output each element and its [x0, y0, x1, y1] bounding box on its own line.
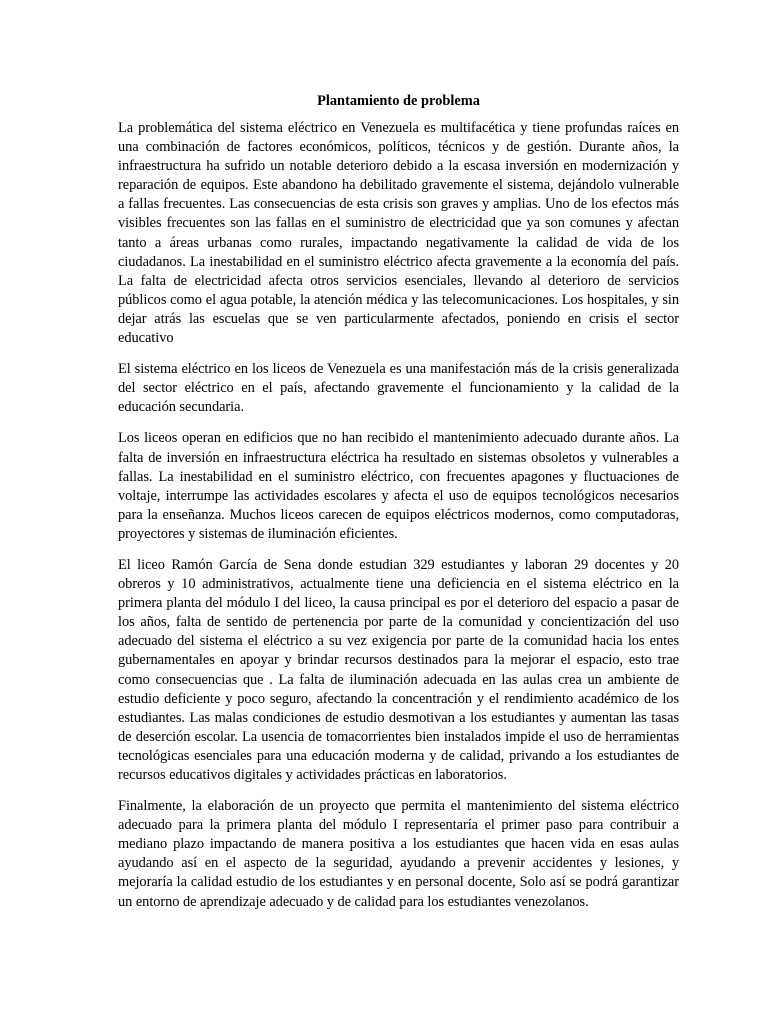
paragraph-4: El liceo Ramón García de Sena donde estudian 329 estudiantes y laboran 29 docentes y 20 obreros y 10 administrativos, actualmente tiene una deficiencia en el sistema eléctrico en la primera planta del módulo I del liceo, la causa principal es por el deterioro del espacio a pasar de los años, falta de sentido de pertenencia por parte de la comunidad y concientización del uso adecuado del sistema el eléctrico a su vez exigencia por parte de la comunidad hacia los entes gubernamentales en apoyar y brindar recursos destinados para la mejorar el espacio, esto trae como consecuencias que . La falta de iluminación adecuada en las aulas crea un ambiente de estudio deficiente y poco seguro, afectando la concentración y el rendimiento académico de los estudiantes. Las malas condiciones de estudio desmotivan a los estudiantes y aumentan las tasas de deserción escolar. La usencia de tomacorrientes bien instalados impide el uso de herramientas tecnológicas esenciales para una educación moderna y de calidad, privando a los estudiantes de recursos educativos digitales y actividades prácticas en laboratorios. [118, 556, 679, 783]
document-body [118, 92, 679, 924]
document-title: Plantamiento de problema [317, 93, 480, 109]
paragraph-2: El sistema eléctrico en los liceos de Venezuela es una manifestación más de la crisis generalizada del sector eléctrico en el país, afectando gravemente el funcionamiento y la calidad de la educación secundaria. [118, 361, 679, 416]
paragraph-1: La problemática del sistema eléctrico en Venezuela es multifacética y tiene profundas raíces en una combinación de factores económicos, políticos, técnicos y de gestión. Durante años, la infraestructura ha sufrido un notable deterioro debido a la escasa inversión en modernización y reparación de equipos. Este abandono ha debilitado gravemente el sistema, dejándolo vulnerable a fallas frecuentes. Las consecuencias de esta crisis son graves y amplias. Uno de los efectos más visibles frecuentes son las fallas en el suministro de electricidad que ya son comunes y afectan tanto a áreas urbanas como rurales, impactando negativamente la calidad de vida de los ciudadanos. La inestabilidad en el suministro eléctrico afecta gravemente a la economía del país. La falta de electricidad afecta otros servicios esenciales, llevando al deterioro de servicios públicos como el agua potable, la atención médica y las telecomunicaciones. Los hospitales, y sin dejar atrás las escuelas que se ven particularmente afectados, poniendo en crisis el sector educativo [118, 120, 679, 347]
paragraph-3: Los liceos operan en edificios que no han recibido el mantenimiento adecuado durante años. La falta de inversión en infraestructura eléctrica ha resultado en sistemas obsoletos y vulnerables a fallas. La inestabilidad en el suministro eléctrico, con frecuentes apagones y fluctuaciones de voltaje, interrumpe las actividades escolares y afecta el uso de equipos tecnológicos necesarios para la enseñanza. Muchos liceos carecen de equipos eléctricos modernos, como computadoras, proyectores y sistemas de iluminación eficientes. [118, 430, 679, 542]
paragraph-5: Finalmente, la elaboración de un proyecto que permita el mantenimiento del sistema eléctrico adecuado para la primera planta del módulo I representaría el primer paso para contribuir a mediano plazo impactando de manera positiva a los estudiantes que hacen vida en esas aulas ayudando así en el aspecto de la seguridad, ayudando a prevenir accidentes y lesiones, y mejoraría la calidad estudio de los estudiantes y en personal docente, Solo así se podrá garantizar un entorno de aprendizaje adecuado y de calidad para los estudiantes venezolanos. [118, 798, 679, 910]
